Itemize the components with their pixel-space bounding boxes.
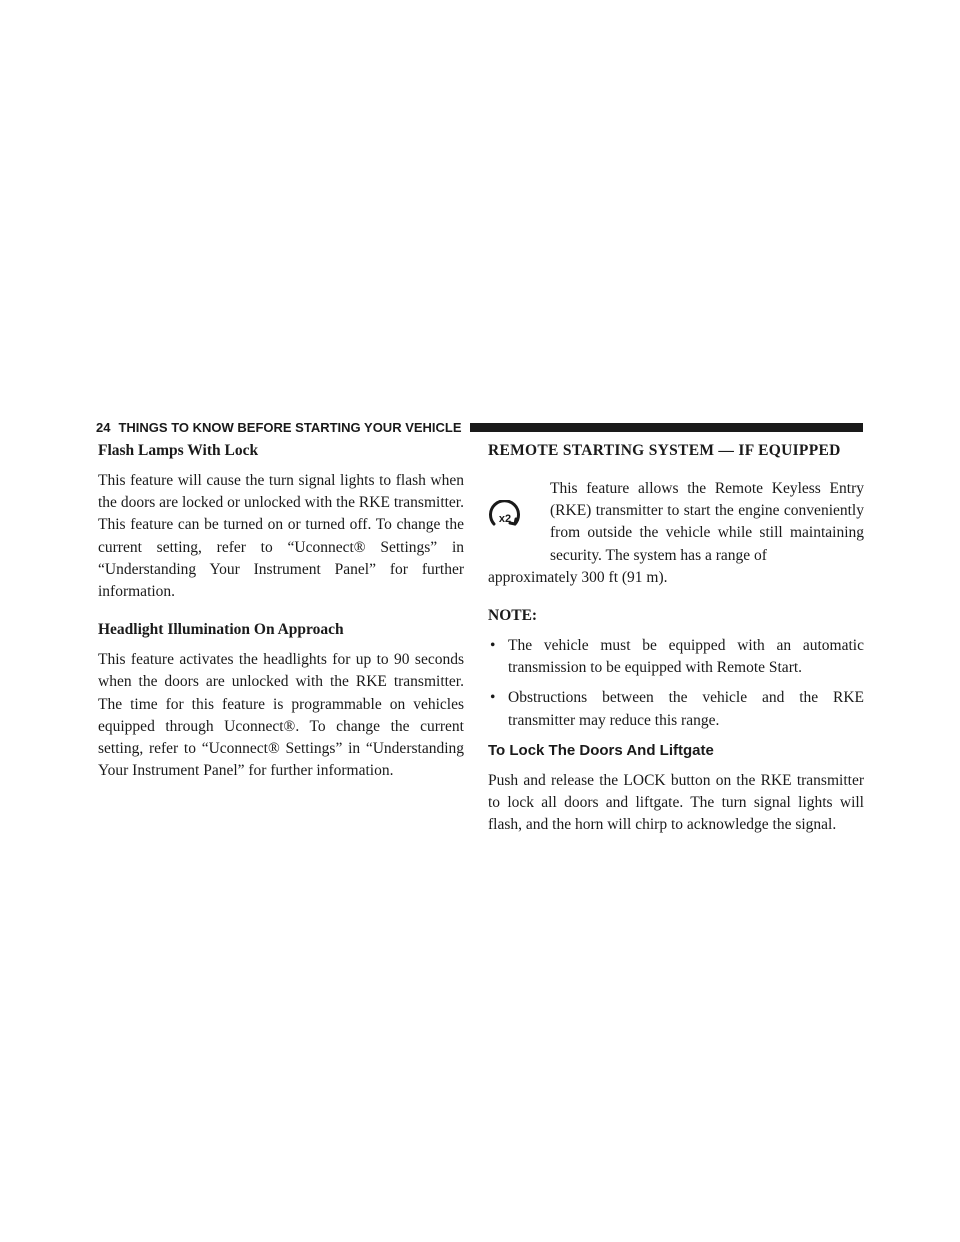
note-bullets bbox=[488, 635, 864, 732]
bullet-dot: • bbox=[490, 689, 496, 707]
headlight-heading: Headlight Illumination On Approach bbox=[98, 621, 344, 639]
bullet-text: The vehicle must be equipped with an automatic transmission to be equipped with Remote Start. bbox=[508, 637, 864, 677]
bullet-text: Obstructions between the vehicle and the RKE transmitter may reduce this range. bbox=[508, 689, 864, 729]
page-number: 24 bbox=[96, 419, 111, 435]
remote-start-body: This feature allows the Remote Keyless Entry (RKE) transmitter to start the engine conveniently from outside the vehicle while still maintaining security. The system has a range of bbox=[550, 480, 864, 564]
flash-lamps-body: This feature will cause the turn signal lights to flash when the doors are locked or unlocked with the RKE transmitter. This feature can be turned on or turned off. To change the current setting, refer to “Uconnect® Settings” in “Understanding Your Instrument Panel” for further information. bbox=[98, 472, 464, 601]
note-label: NOTE: bbox=[488, 607, 538, 625]
header-rule bbox=[470, 423, 863, 432]
remote-start-heading: REMOTE STARTING SYSTEM — IF EQUIPPED bbox=[488, 442, 841, 459]
list-item bbox=[488, 687, 864, 731]
right-column bbox=[488, 440, 864, 836]
remote-start-body-continued: approximately 300 ft (91 m). bbox=[488, 568, 668, 586]
bullet-dot: • bbox=[490, 637, 496, 655]
headlight-body: This feature activates the headlights for up to 90 seconds when the doors are unlocked with the RKE transmitter. The time for this feature is programmable on vehicles equipped through Uconnect®. To change the current setting, refer to “Uconnect® Settings” in “Understanding Your Instrument Panel” for further information. bbox=[98, 651, 464, 780]
section-title: THINGS TO KNOW BEFORE STARTING YOUR VEHICLE bbox=[118, 419, 462, 435]
lock-doors-heading: To Lock The Doors And Liftgate bbox=[488, 741, 714, 759]
remote-start-intro bbox=[488, 478, 864, 567]
page-header bbox=[96, 418, 863, 436]
flash-lamps-heading: Flash Lamps With Lock bbox=[98, 442, 259, 459]
icon-label: x2 bbox=[498, 513, 512, 525]
remote-start-x2-icon bbox=[488, 500, 522, 534]
lock-doors-body: Push and release the LOCK button on the RKE transmitter to lock all doors and liftgate. The turn signal lights will flash, and the horn will chirp to acknowledge the signal. bbox=[488, 771, 864, 834]
list-item bbox=[488, 635, 864, 679]
left-column bbox=[98, 440, 464, 782]
